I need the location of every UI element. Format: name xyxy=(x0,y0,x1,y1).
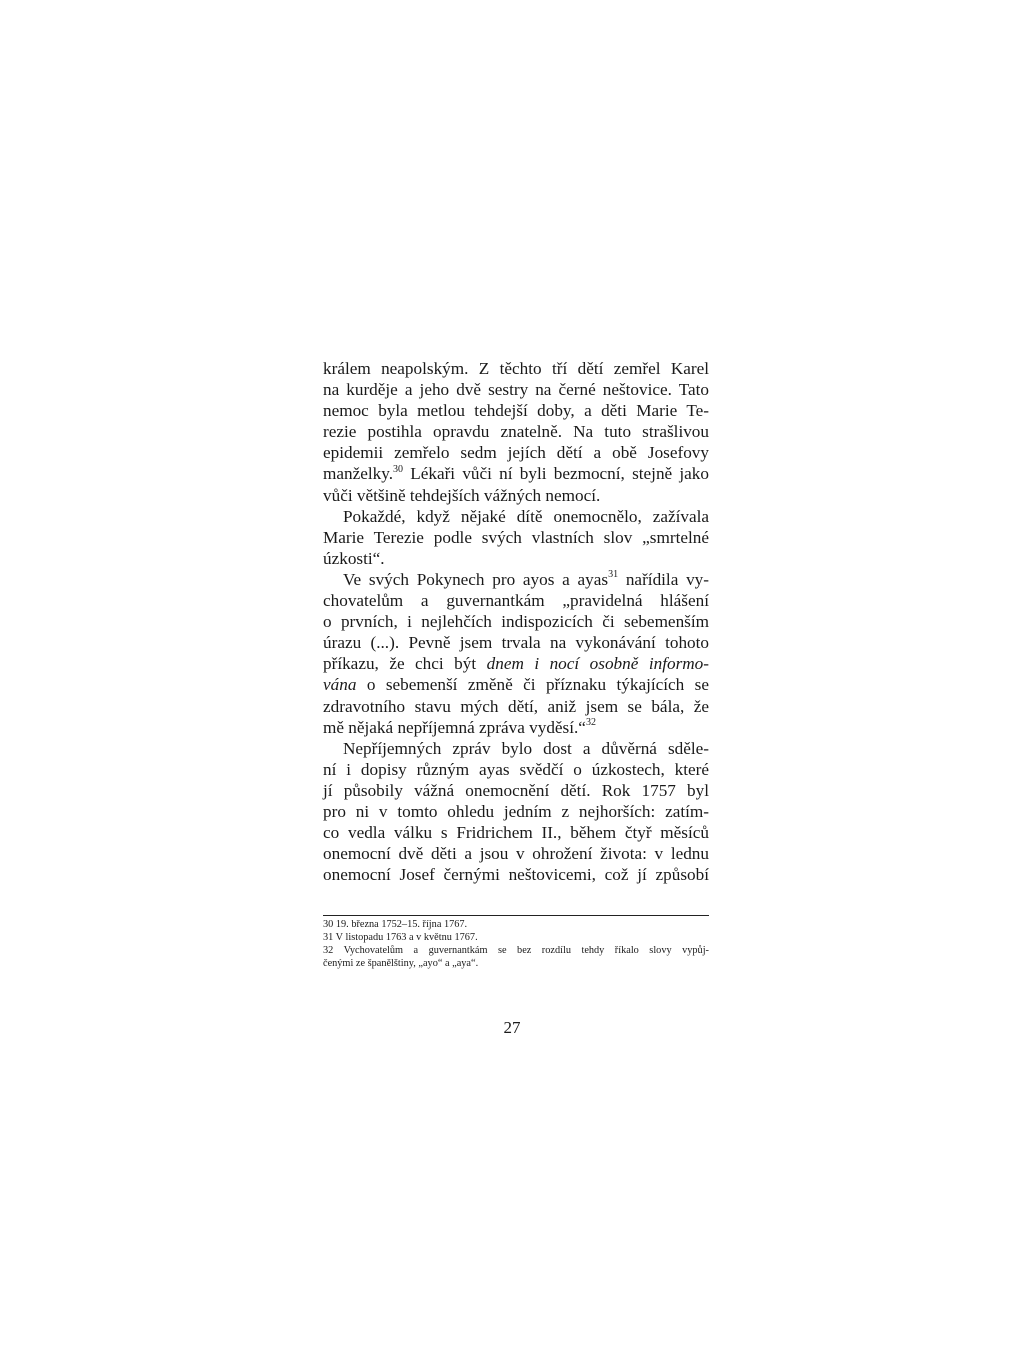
text-line: co vedla válku s Fridrichem II., během čtyř měsíců xyxy=(323,823,709,843)
text-fragment: příkazu, že chci být xyxy=(323,654,487,674)
footnote: 32 Vychovatelům a guvernantkám se bez rozdílu tehdy říkalo slovy vypůj- xyxy=(323,945,709,956)
text-line: Nepříjemných zpráv bylo dost a důvěrná sděle- xyxy=(343,738,709,758)
footnote-ref: 32 xyxy=(585,716,596,728)
page-number: 27 xyxy=(503,1018,521,1037)
text-fragment: Ve svých Pokynech pro ayos a ayas xyxy=(343,569,609,589)
text-line: o prvních, i nejlehčích indispozicích či sebemenším xyxy=(323,612,709,632)
text-line xyxy=(323,653,709,674)
footnote: 31 V listopadu 1763 a v květnu 1767. xyxy=(323,932,478,943)
emphasis-text: vána xyxy=(323,675,357,695)
text-line: onemocní dvě děti a jsou v ohrožení života: v lednu xyxy=(323,844,709,864)
text-line: chovatelům a guvernantkám „pravidelná hlášení xyxy=(323,591,709,611)
text-line: vůči většině tehdejších vážných nemocí. xyxy=(323,485,601,505)
text-fragment: mě nějaká nepříjemná zpráva vyděsí.“ xyxy=(323,717,586,737)
text-line: králem neapolským. Z těchto tří dětí zemřel Karel xyxy=(323,359,709,378)
text-line xyxy=(323,674,709,695)
text-line: jí působily vážná onemocnění dětí. Rok 1757 byl xyxy=(323,780,709,800)
text-line: rezie postihla opravdu znatelně. Na tuto strašlivou xyxy=(323,422,709,442)
text-line: úrazu (...). Pevně jsem trvala na vykonávání tohoto xyxy=(323,633,709,653)
footnote-ref: 31 xyxy=(608,569,619,581)
text-line xyxy=(323,717,709,738)
text-line: pro ni v tomto ohledu jedním z nejhorších: zatím- xyxy=(323,801,709,821)
text-line: Marie Terezie podle svých vlastních slov „smrtelné xyxy=(323,527,709,547)
text-line: úzkosti“. xyxy=(323,548,385,568)
footnote-divider xyxy=(323,915,709,916)
text-line: epidemii zemřelo sedm jejích dětí a obě Josefovy xyxy=(323,443,709,463)
text-line xyxy=(323,569,709,590)
text-fragment: Lékaři vůči ní byli bezmocní, stejně jako xyxy=(403,464,709,484)
text-line xyxy=(323,463,709,484)
text-fragment: manželky. xyxy=(323,464,393,484)
text-line: Pokaždé, když nějaké dítě onemocnělo, zažívala xyxy=(343,506,709,526)
footnote: čenými ze španělštiny, „ayo“ a „aya“. xyxy=(323,958,479,969)
text-line: nemoc byla metlou tehdejší doby, a děti Marie Te- xyxy=(323,401,709,421)
main-text xyxy=(323,358,709,885)
text-fragment: nařídila vy- xyxy=(618,569,709,589)
text-line: na kurděje a jeho dvě sestry na černé neštovice. Tato xyxy=(323,380,709,400)
text-line: zdravotního stavu mých dětí, aniž jsem se bála, že xyxy=(323,696,709,716)
text-fragment: o sebemenší změně či příznaku týkajících se xyxy=(356,675,709,695)
emphasis-text: dnem i nocí osobně informo- xyxy=(486,654,709,674)
text-line: ní i dopisy různým ayas svědčí o úzkostech, které xyxy=(323,759,709,779)
footnotes xyxy=(323,918,709,970)
footnote: 30 19. března 1752–15. října 1767. xyxy=(323,919,468,930)
footnote-ref: 30 xyxy=(393,463,403,475)
text-line: onemocní Josef černými neštovicemi, což jí způsobí xyxy=(323,865,709,885)
